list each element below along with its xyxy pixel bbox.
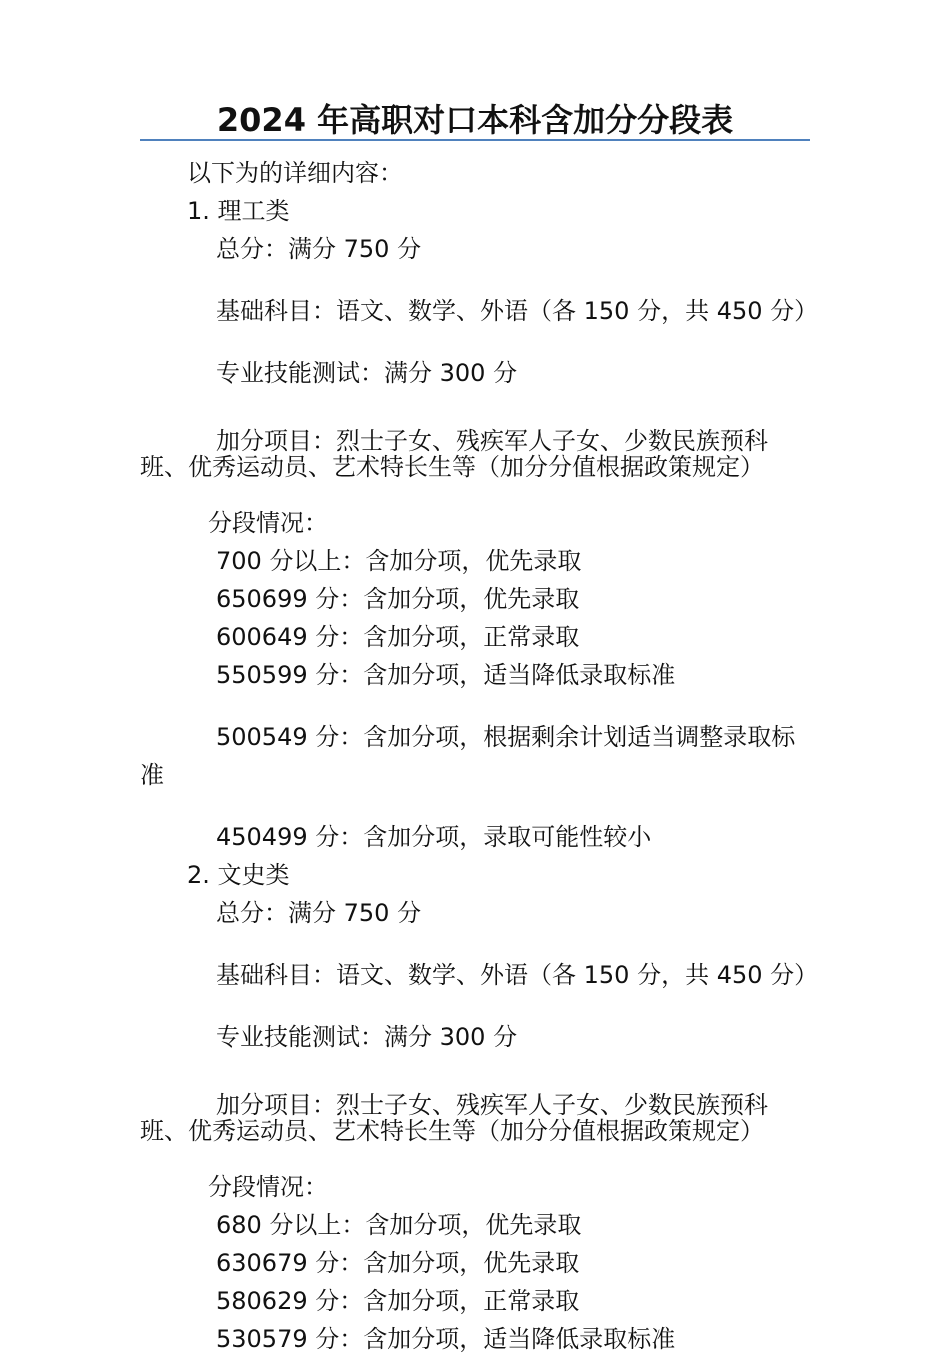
tier-row: 630679 分：含加分项，优先录取: [216, 1249, 580, 1277]
tier-row: 530579 分：含加分项，适当降低录取标准: [216, 1325, 676, 1353]
skill-test: 专业技能测试：满分 300 分: [216, 1023, 518, 1051]
section-heading: 1. 理工类: [187, 197, 290, 225]
tier-row: 500549 分：含加分项，根据剩余计划适当调整录取标准: [140, 723, 796, 789]
tier-row: 450499 分：含加分项，录取可能性较小: [216, 823, 652, 851]
intro-text: 以下为的详细内容：: [187, 159, 403, 187]
tier-row: 580629 分：含加分项，正常录取: [216, 1287, 580, 1315]
tier-row: 700 分以上：含加分项，优先录取: [216, 547, 582, 575]
section-humanities: [140, 856, 819, 1358]
total-score: 总分：满分 750 分: [216, 235, 422, 263]
tier-label: 分段情况：: [208, 509, 328, 537]
document-title: 2024 年高职对口本科含加分分段表: [216, 101, 734, 139]
tier-row: 680 分以上：含加分项，优先录取: [216, 1211, 582, 1239]
tier-row: 600649 分：含加分项，正常录取: [216, 623, 580, 651]
basic-subjects: 基础科目：语文、数学、外语（各 150 分，共 450 分）: [216, 961, 819, 989]
skill-test: 专业技能测试：满分 300 分: [216, 359, 518, 387]
total-score: 总分：满分 750 分: [216, 899, 422, 927]
tier-label: 分段情况：: [208, 1173, 328, 1201]
basic-subjects: 基础科目：语文、数学、外语（各 150 分，共 450 分）: [216, 297, 819, 325]
tier-row: 650699 分：含加分项，优先录取: [216, 585, 580, 613]
section-heading: 2. 文史类: [187, 861, 290, 889]
bonus-items: 加分项目：烈士子女、残疾军人子女、少数民族预科班、优秀运动员、艺术特长生等（加分分值根据政策规定）: [140, 1091, 768, 1145]
tier-row: 550599 分：含加分项，适当降低录取标准: [216, 661, 676, 689]
document-body: [140, 154, 819, 1358]
title-underline: [140, 139, 810, 141]
section-science: [140, 192, 819, 856]
bonus-items: 加分项目：烈士子女、残疾军人子女、少数民族预科班、优秀运动员、艺术特长生等（加分分值根据政策规定）: [140, 427, 768, 481]
